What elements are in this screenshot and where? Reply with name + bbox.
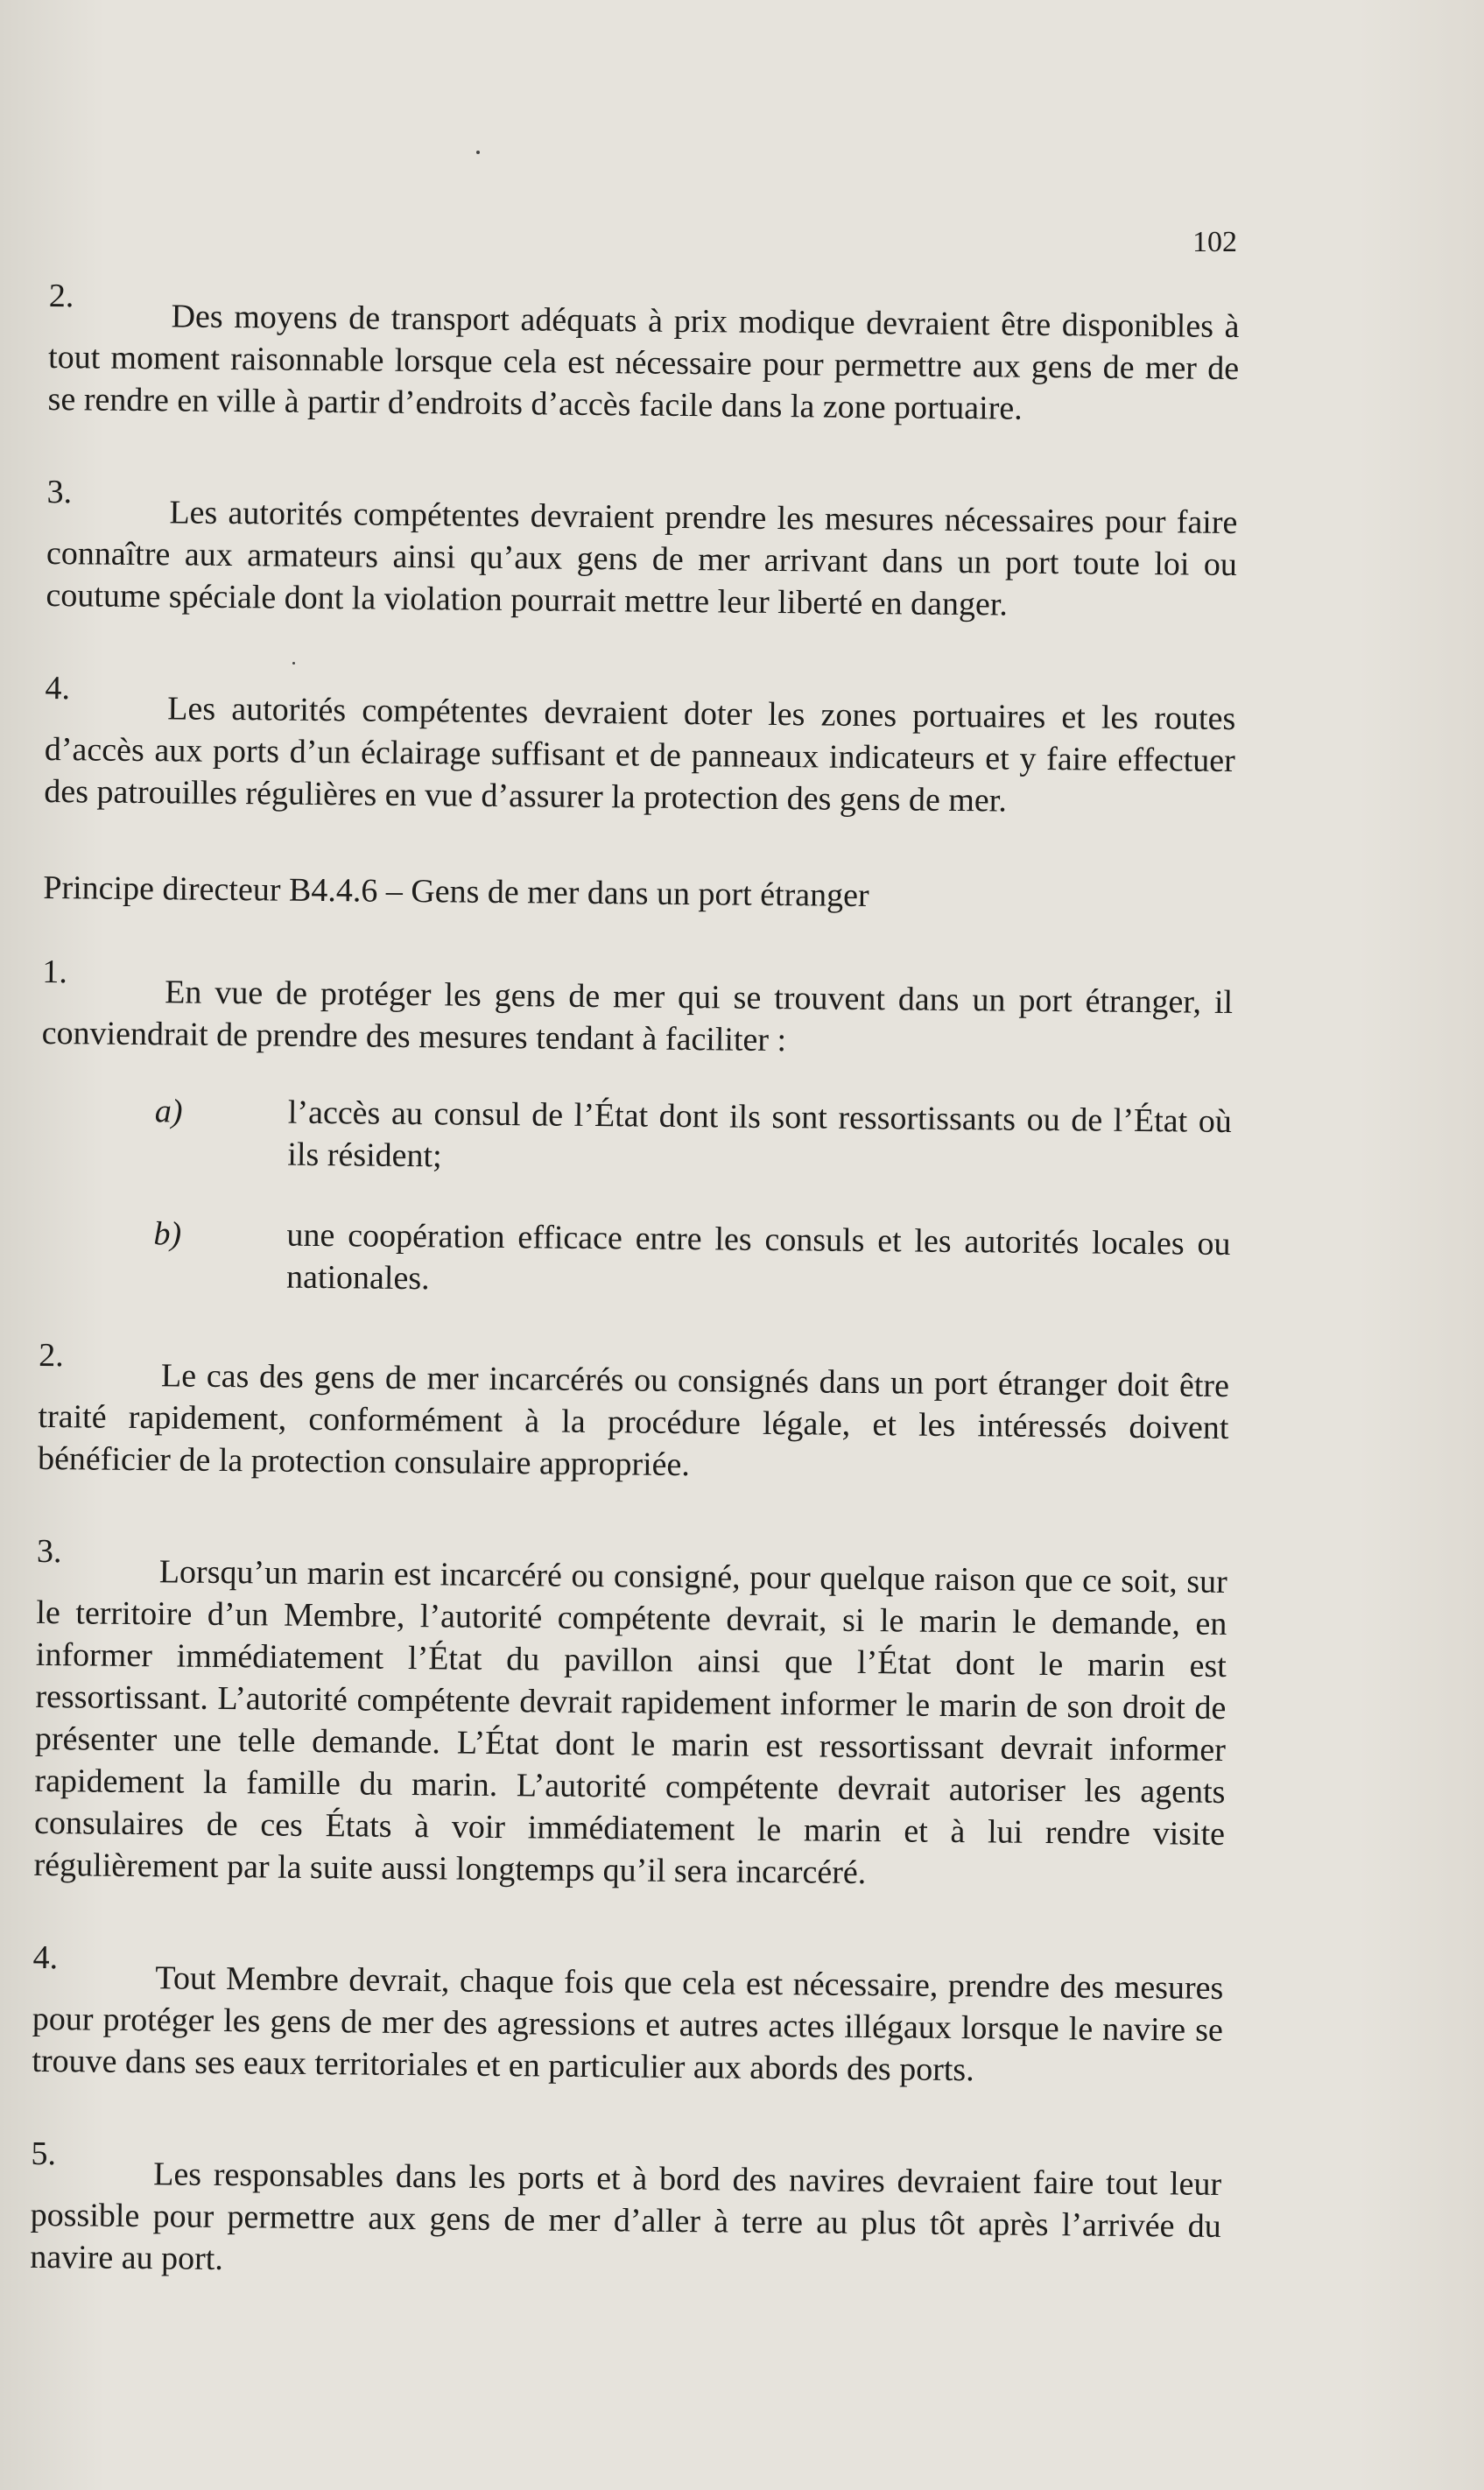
paragraph-text: Les responsables dans les ports et à bord des navires devraient faire tout leur possible pour permettre aux gens de mer d’aller à terre au plus tôt après l’arrivée du navire au port. xyxy=(30,2156,1222,2278)
paragraph-1 xyxy=(41,954,1233,1066)
paragraph-text: Les autorités compétentes devraient doter les zones portuaires et les routes d’accès aux ports d’un éclairage suffisant et de panneaux indicateurs et y faire effectuer des patrouilles régulières en vue d’assurer la protection des gens de mer. xyxy=(44,690,1236,819)
paragraph-2 xyxy=(47,278,1239,432)
paragraph-number: 4. xyxy=(32,1938,59,1977)
paragraph-text: Tout Membre devrait, chaque fois que cela est nécessaire, prendre des mesures pour protéger les gens de mer des agressions et autres actes illégaux lorsque le navire se trouve dans ses eaux territoriales et en particulier aux abords des ports. xyxy=(32,1959,1224,2089)
paragraph-text: Des moyens de transport adéquats à prix modique devraient être disponibles à tout moment raisonnable lorsque cela est nécessaire pour permettre aux gens de mer de se rendre en ville à partir d’endroits d’accès facile dans la zone portuaire. xyxy=(47,298,1240,427)
paragraph-4 xyxy=(44,671,1235,824)
paragraph-5b xyxy=(30,2136,1221,2290)
page-body xyxy=(29,278,1239,2344)
paragraph-3b xyxy=(33,1534,1227,1897)
list-item-b xyxy=(39,1212,1231,1307)
list-item-a xyxy=(40,1089,1232,1185)
list-item-text: l’accès au consul de l’État dont ils sont ressortissants ou de l’État où ils résident; xyxy=(287,1094,1233,1175)
paragraph-text: En vue de protéger les gens de mer qui se trouvent dans un port étranger, il conviendrait de prendre des mesures tendant à faciliter : xyxy=(41,974,1234,1059)
paragraph-number: 1. xyxy=(42,953,68,991)
paragraph-number: 2. xyxy=(38,1336,64,1375)
list-item-text: une coopération efficace entre les consuls et les autorités locales ou nationales. xyxy=(285,1216,1231,1298)
paragraph-3 xyxy=(46,475,1237,628)
paragraph-text: Le cas des gens de mer incarcérés ou consignés dans un port étranger doit être traité rapidement, conformément à la procédure légale, et les intéressés doivent bénéficier de la protection consulaire appropriée. xyxy=(37,1357,1230,1484)
paragraph-2b xyxy=(38,1338,1229,1491)
paragraph-text: Les autorités compétentes devraient prendre les mesures nécessaires pour faire connaître aux armateurs ainsi qu’aux gens de mer arrivant dans un port toute loi ou coutume spéciale dont la violation pourrait mettre leur liberté en danger. xyxy=(46,494,1238,623)
paragraph-number: 5. xyxy=(31,2135,57,2173)
section-heading: Principe directeur B4.4.6 – Gens de mer dans un port étranger xyxy=(43,869,869,915)
page-number: 102 xyxy=(1192,226,1237,258)
paragraph-number: 3. xyxy=(36,1532,62,1571)
paragraph-number: 2. xyxy=(48,278,74,315)
speck-mark xyxy=(476,151,480,154)
paragraph-4b xyxy=(32,1940,1223,2093)
paragraph-number: 4. xyxy=(45,669,71,707)
paragraph-text: Lorsqu’un marin est incarcéré ou consigné, pour quelque raison que ce soit, sur le territoire d’un Membre, l’autorité compétente devrait, si le marin le demande, en informer immédiatement l’État du pavillon ainsi que l’État dont le marin est ressortissant. L’autorité compétente devrait rapidement informer le marin de son droit de présenter une telle demande. L’État dont le marin est ressortissant devrait informer rapidement la famille du marin. L’autorité compétente devrait autoriser les agents consulaires de ces États à voir immédiatement le marin et à lui rendre visite régulièrement par la suite aussi longtemps qu’il sera incarcéré. xyxy=(33,1553,1227,1892)
list-item-letter: b) xyxy=(153,1215,182,1253)
list-item-letter: a) xyxy=(154,1093,183,1130)
paragraph-number: 3. xyxy=(46,473,73,511)
